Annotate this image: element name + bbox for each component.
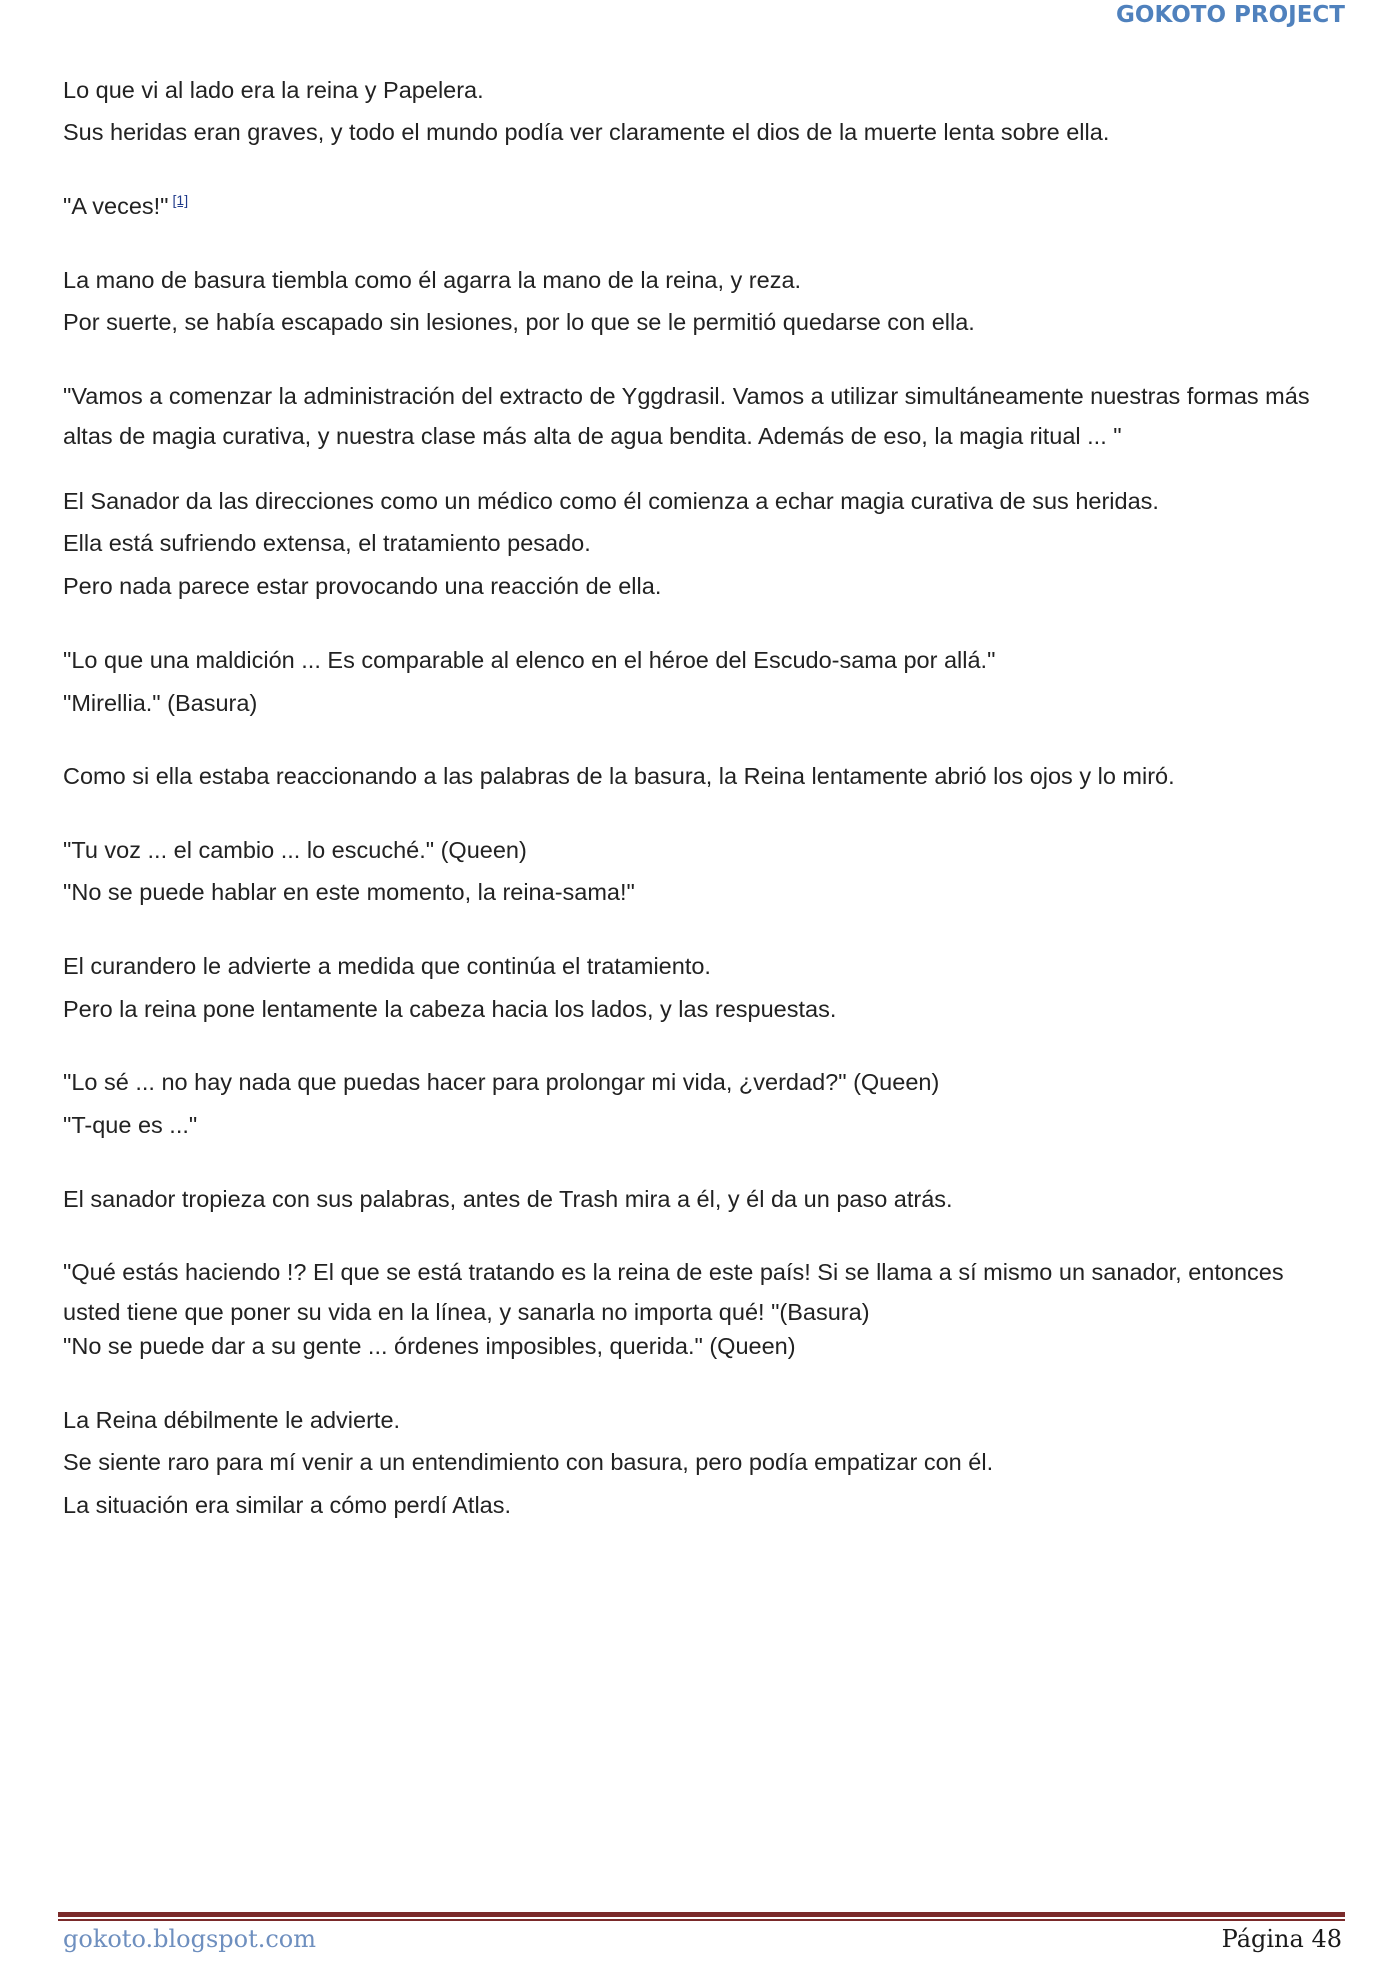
footnote-link[interactable]: [1]	[172, 192, 189, 209]
paragraph: El sanador tropieza con sus palabras, antes de Trash mira a él, y él da un paso atrás.	[63, 1186, 953, 1212]
paragraph: La Reina débilmente le advierte.	[63, 1407, 401, 1433]
paragraph-text: "A veces!"	[63, 193, 169, 219]
footer-divider-thin	[58, 1919, 1345, 1921]
paragraph: Se siente raro para mí venir a un entendimiento con basura, pero podía empatizar con él.	[63, 1449, 994, 1475]
paragraph: Pero nada parece estar provocando una reacción de ella.	[63, 573, 662, 599]
paragraph: Sus heridas eran graves, y todo el mundo podía ver claramente el dios de la muerte lenta sobre ella.	[63, 119, 1110, 145]
paragraph: Pero la reina pone lentamente la cabeza hacia los lados, y las respuestas.	[63, 996, 837, 1022]
paragraph: "Lo sé ... no hay nada que puedas hacer para prolongar mi vida, ¿verdad?" (Queen)	[63, 1069, 940, 1095]
page-number: Página 48	[1221, 1925, 1342, 1953]
paragraph: La mano de basura tiembla como él agarra la mano de la reina, y reza.	[63, 267, 802, 293]
paragraph: Por suerte, se había escapado sin lesiones, por lo que se le permitió quedarse con ella.	[63, 309, 975, 335]
paragraph: "Vamos a comenzar la administración del extracto de Yggdrasil. Vamos a utilizar simultáneamente nuestras formas más altas de magia curativa, y nuestra clase más alta de agua bendita. Además de eso, la magia ritual ... "	[63, 383, 1310, 449]
paragraph: El Sanador da las direcciones como un médico como él comienza a echar magia curativa de sus heridas.	[63, 488, 1159, 514]
paragraph: "T-que es ..."	[63, 1112, 198, 1138]
footer-site-link[interactable]: gokoto.blogspot.com	[63, 1925, 317, 1953]
paragraph: "Mirellia." (Basura)	[63, 690, 258, 716]
header-title: GOKOTO PROJECT	[1116, 2, 1345, 28]
paragraph: "No se puede hablar en este momento, la reina-sama!"	[63, 879, 635, 905]
paragraph-with-footnote	[63, 186, 188, 226]
paragraph: "Tu voz ... el cambio ... lo escuché." (Queen)	[63, 837, 527, 863]
paragraph: Ella está sufriendo extensa, el tratamiento pesado.	[63, 530, 591, 556]
paragraph: Lo que vi al lado era la reina y Papelera.	[63, 77, 484, 103]
paragraph: "No se puede dar a su gente ... órdenes imposibles, querida." (Queen)	[63, 1333, 796, 1359]
paragraph: "Lo que una maldición ... Es comparable al elenco en el héroe del Escudo-sama por allá."	[63, 647, 996, 673]
footer-divider	[58, 1912, 1345, 1917]
paragraph: El curandero le advierte a medida que continúa el tratamiento.	[63, 953, 711, 979]
paragraph: La situación era similar a cómo perdí Atlas.	[63, 1492, 512, 1518]
paragraph: "Qué estás haciendo !? El que se está tratando es la reina de este país! Si se llama a sí mismo un sanador, entonces usted tiene que poner su vida en la línea, y sanarla no importa qué! "(Basura)	[63, 1259, 1284, 1325]
paragraph: Como si ella estaba reaccionando a las palabras de la basura, la Reina lentamente abrió los ojos y lo miró.	[63, 763, 1175, 789]
